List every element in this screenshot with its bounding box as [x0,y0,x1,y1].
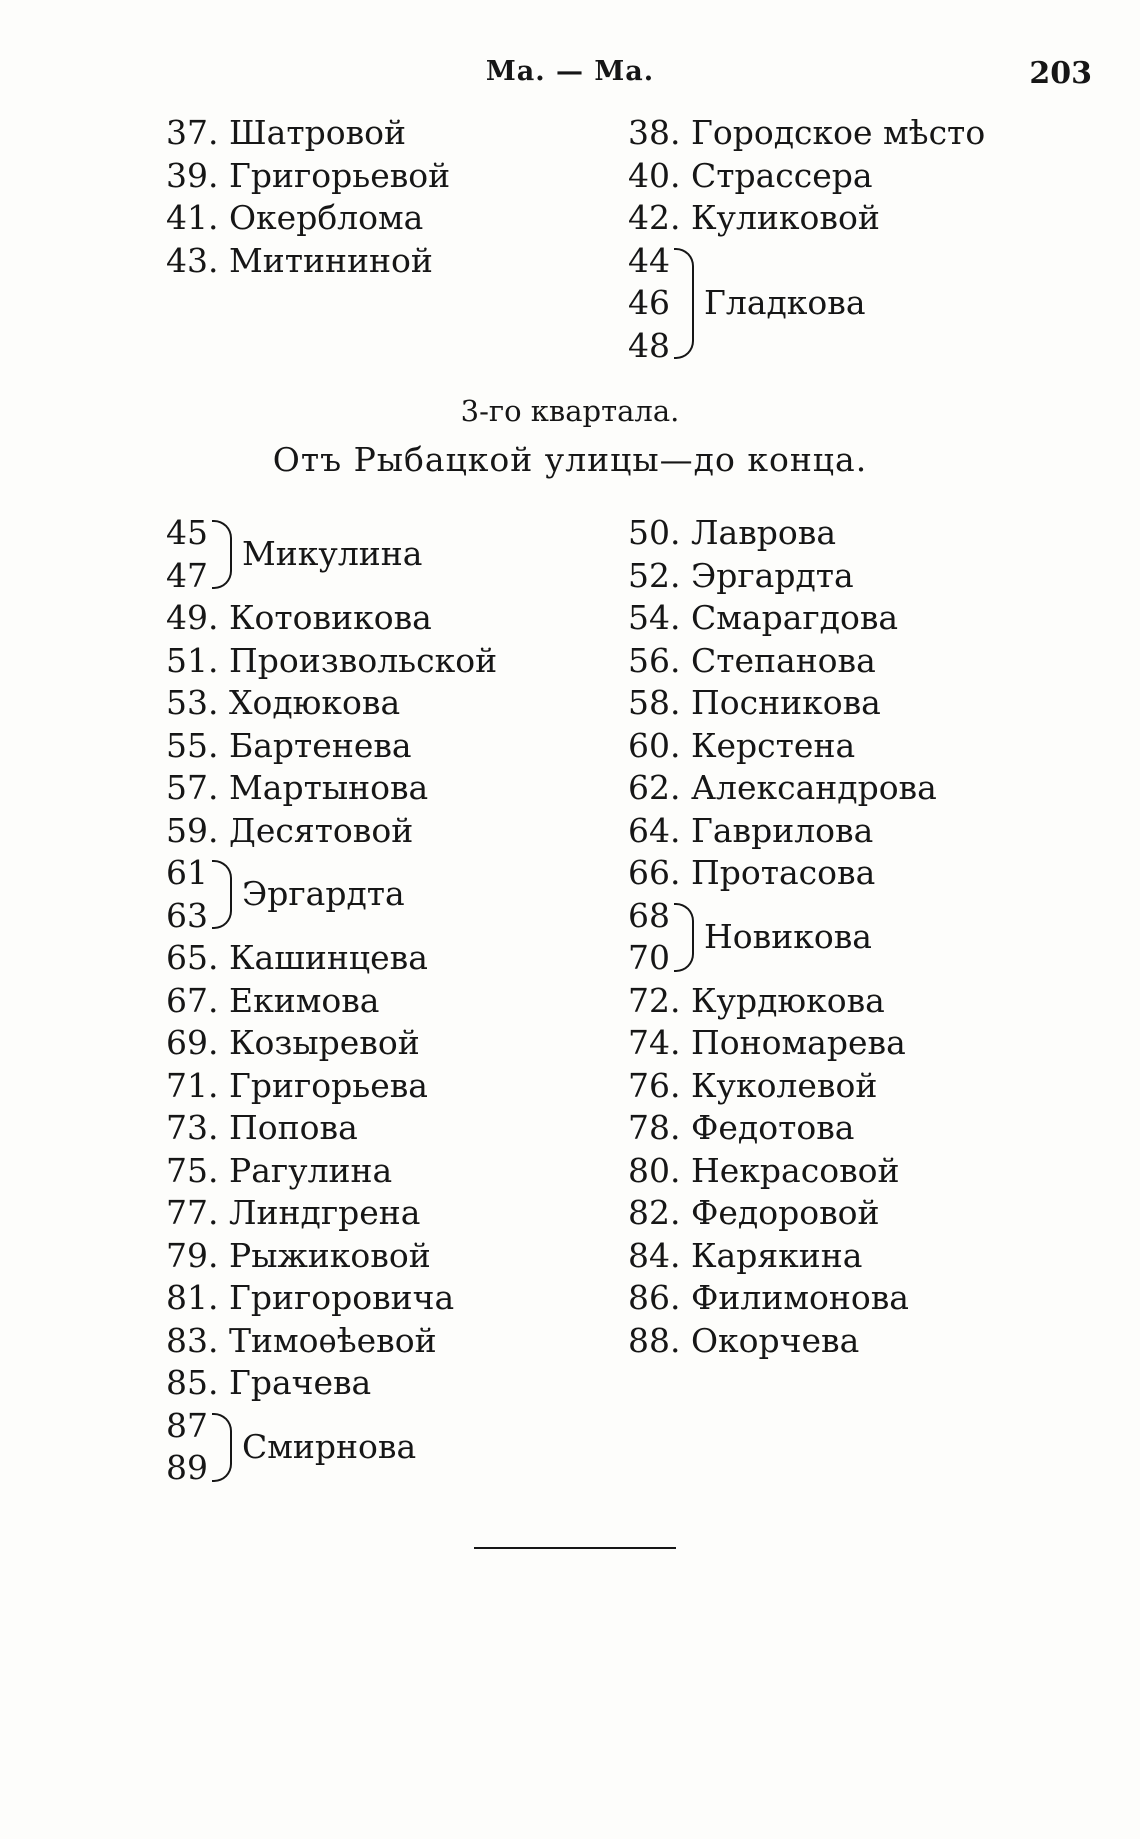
list-item: 58. Посникова [628,683,881,722]
list-item: 77. Линдгрена [166,1193,421,1232]
list-item: 83. Тимоѳѣевой [166,1320,437,1360]
list-item: 49. Котовикова [166,598,432,637]
grouped-list-item: 68 70 Новикова [628,895,872,977]
brace-icon [212,520,232,589]
list-item: 52. Эргардта [628,555,854,595]
list-item: 82. Федоровой [628,1193,880,1232]
list-item: 40. Страссера [628,155,873,195]
list-item: 73. Попова [166,1108,358,1147]
list-item: 64. Гаврилова [628,810,874,850]
list-item: 74. Пономарева [628,1023,906,1062]
brace-icon [212,1413,232,1482]
list-item: 38. Городское мѣсто [628,113,986,152]
section1-left-column [166,112,450,282]
end-rule-divider [474,1547,676,1549]
list-item: 62. Александрова [628,768,937,807]
list-item: 71. Григорьева [166,1065,428,1105]
list-item: 54. Смарагдова [628,598,899,637]
list-item: 76. Куколевой [628,1065,878,1105]
list-item: 78. Федотова [628,1108,855,1147]
list-item: 59. Десятовой [166,810,414,850]
list-item: 65. Кашинцева [166,938,428,977]
running-head: Ма. — Ма. [485,56,655,87]
section1-right-column [628,112,985,367]
grouped-list-item: 61 63 Эргардта [166,853,405,935]
list-item: 50. Лаврова [628,513,837,552]
grouped-list-item: 87 89 Смирнова [166,1405,417,1487]
section2-right-column [628,512,937,1362]
list-item: 72. Курдюкова [628,980,885,1020]
brace-icon [212,860,232,929]
brace-icon [674,248,694,360]
page-header [0,56,1140,96]
list-item: 75. Рагулина [166,1150,393,1190]
list-item: 57. Мартынова [166,768,429,807]
section-subtitle: Отъ Рыбацкой улицы—до конца. [272,440,868,479]
section2-left-column [166,512,497,1490]
list-item: 42. Куликовой [628,198,880,237]
list-item: 84. Карякина [628,1235,863,1275]
list-item: 51. Произвольской [166,640,498,680]
brace-icon [674,903,694,972]
list-item: 41. Окерблома [166,198,424,237]
list-item: 67. Екимова [166,980,380,1020]
list-item: 81. Григоровича [166,1278,455,1317]
list-item: 85. Грачева [166,1363,372,1402]
list-item: 88. Окорчева [628,1320,860,1360]
list-item: 43. Митининой [166,240,433,280]
list-item: 39. Григорьевой [166,155,451,195]
list-item: 53. Ходюкова [166,683,401,722]
list-item: 86. Филимонова [628,1278,909,1317]
list-item: 80. Некрасовой [628,1150,900,1190]
list-item: 55. Бартенева [166,725,412,765]
list-item: 69. Козыревой [166,1023,420,1062]
grouped-list-item: 44 46 48 Гладкова [628,240,866,365]
list-item: 60. Керстена [628,725,856,765]
list-item: 56. Степанова [628,640,876,680]
list-item: 79. Рыжиковой [166,1235,431,1275]
page-number: 203 [1029,56,1092,91]
section-title: 3-го квартала. [460,394,680,428]
grouped-list-item: 45 47 Микулина [166,513,423,595]
list-item: 37. Шатровой [166,113,407,152]
list-item: 66. Протасова [628,853,876,892]
